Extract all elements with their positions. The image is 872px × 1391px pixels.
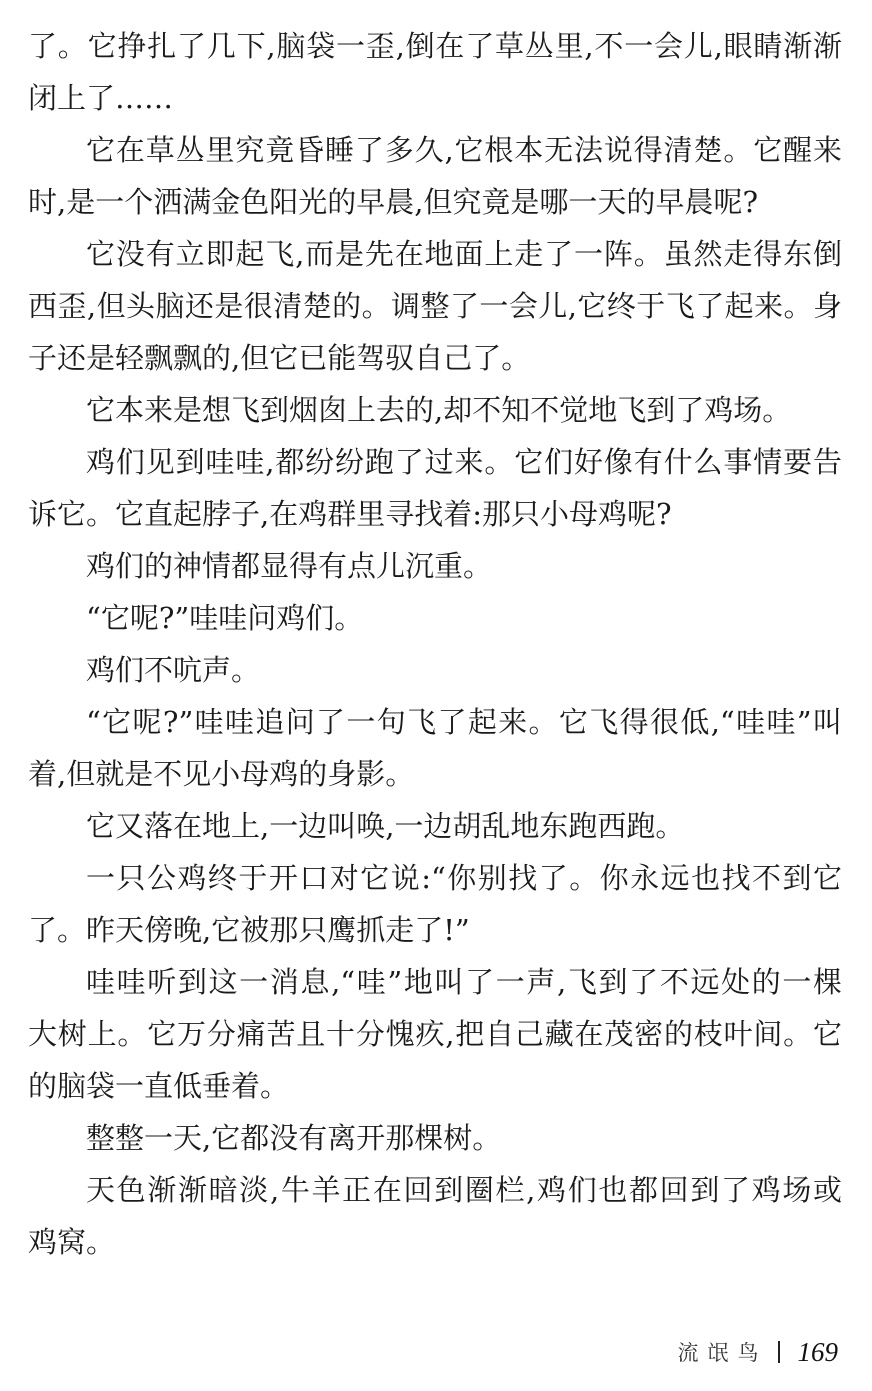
paragraph: [28, 436, 842, 540]
running-title: 流氓鸟: [677, 1341, 768, 1365]
paragraph: [28, 228, 842, 384]
paragraph: [28, 540, 842, 592]
text-line: 鸡窝。: [28, 1225, 116, 1259]
text-line: 它本来是想飞到烟囱上去的,却不知不觉地飞到了鸡场。: [86, 393, 792, 427]
text-line: “它呢?”哇哇问鸡们。: [86, 601, 364, 635]
page-number: 169: [797, 1336, 838, 1367]
text-line: 闭上了……: [28, 81, 174, 115]
text-line: 子还是轻飘飘的,但它已能驾驭自己了。: [28, 341, 531, 375]
paragraph: [28, 592, 842, 644]
paragraph: [28, 1112, 842, 1164]
paragraph: [28, 800, 842, 852]
text-line: 着,但就是不见小母鸡的身影。: [28, 757, 415, 791]
text-line: 大树上。它万分痛苦且十分愧疚,把自己藏在茂密的枝叶间。它: [28, 1017, 842, 1051]
text-line: “它呢?”哇哇追问了一句飞了起来。它飞得很低,“哇哇”叫: [86, 705, 842, 739]
text-line: 鸡们见到哇哇,都纷纷跑了过来。它们好像有什么事情要告: [86, 445, 842, 479]
paragraph: [28, 644, 842, 696]
paragraph: [28, 20, 842, 124]
text-line: 了。它挣扎了几下,脑袋一歪,倒在了草丛里,不一会儿,眼睛渐渐: [28, 29, 842, 63]
paragraph: [28, 956, 842, 1112]
text-line: 诉它。它直起脖子,在鸡群里寻找着:那只小母鸡呢?: [28, 497, 672, 531]
text-line: 了。昨天傍晚,它被那只鹰抓走了!”: [28, 913, 470, 947]
paragraph: [28, 1164, 842, 1268]
text-line: 天色渐渐暗淡,牛羊正在回到圈栏,鸡们也都回到了鸡场或: [86, 1173, 842, 1207]
text-line: 整整一天,它都没有离开那棵树。: [86, 1121, 502, 1155]
text-line: 哇哇听到这一消息,“哇”地叫了一声,飞到了不远处的一棵: [86, 965, 842, 999]
text-line: 时,是一个洒满金色阳光的早晨,但究竟是哪一天的早晨呢?: [28, 185, 758, 219]
text-line: 它没有立即起飞,而是先在地面上走了一阵。虽然走得东倒: [86, 237, 842, 271]
text-line: 西歪,但头脑还是很清楚的。调整了一会儿,它终于飞了起来。身: [28, 289, 842, 323]
paragraph: [28, 384, 842, 436]
page-footer: [678, 1332, 839, 1372]
text-line: 一只公鸡终于开口对它说:“你别找了。你永远也找不到它: [86, 861, 842, 895]
text-line: 的脑袋一直低垂着。: [28, 1069, 290, 1103]
text-line: 鸡们的神情都显得有点儿沉重。: [86, 549, 493, 583]
footer-divider: [778, 1341, 780, 1363]
paragraph: [28, 124, 842, 228]
body-text: [28, 20, 842, 1268]
paragraph: [28, 852, 842, 956]
text-line: 它在草丛里究竟昏睡了多久,它根本无法说得清楚。它醒来: [86, 133, 842, 167]
text-line: 它又落在地上,一边叫唤,一边胡乱地东跑西跑。: [86, 809, 685, 843]
paragraph: [28, 696, 842, 800]
text-line: 鸡们不吭声。: [86, 653, 261, 687]
